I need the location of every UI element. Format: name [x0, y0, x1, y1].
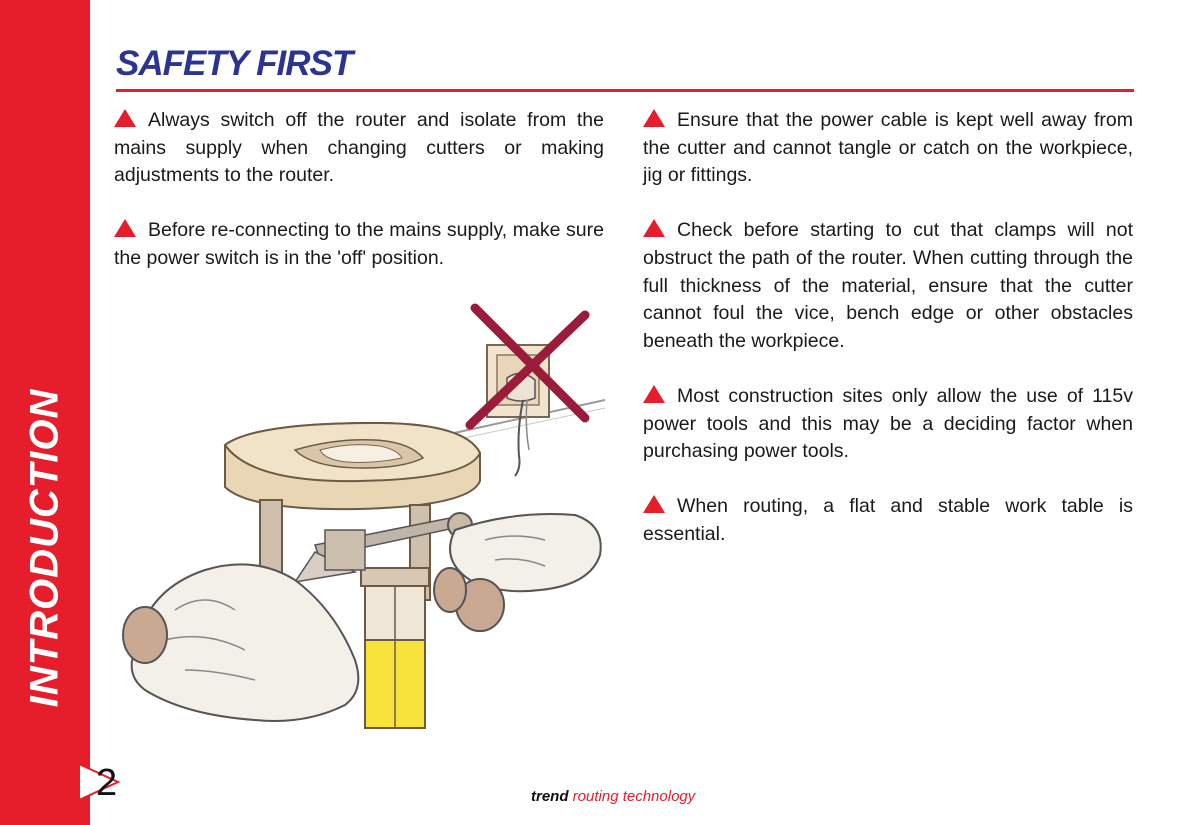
warning-triangle-icon	[643, 219, 665, 237]
router-illustration	[115, 290, 615, 750]
right-column	[643, 107, 1133, 576]
page-title: SAFETY FIRST	[116, 44, 353, 83]
page-number: 2	[96, 762, 118, 804]
left-column	[114, 107, 604, 300]
safety-item: Before re-connecting to the mains supply, make sure the power switch is in the 'off' position.	[114, 219, 604, 269]
page-number-marker	[78, 762, 128, 804]
router-base-illustration	[225, 423, 480, 509]
safety-item: Ensure that the power cable is kept well away from the cutter and cannot tangle or catch on the workpiece, jig or fittings.	[643, 109, 1133, 187]
safety-item: Most construction sites only allow the use of 115v power tools and this may be a deciding factor when purchasing power tools.	[643, 384, 1133, 463]
footer-tagline: routing technology	[572, 788, 696, 805]
section-label: INTRODUCTION	[22, 388, 67, 708]
safety-item: Always switch off the router and isolate from the mains supply when changing cutters or making adjustments to the router.	[114, 109, 604, 187]
sidebar	[0, 0, 90, 825]
warning-triangle-icon	[643, 109, 665, 127]
safety-item: Check before starting to cut that clamps will not obstruct the path of the router. When cutting through the full thickness of the material, ensure that the cutter cannot foul the vice, bench edge or other obstacles beneath the workpiece.	[643, 219, 1133, 352]
warning-triangle-icon	[114, 109, 136, 127]
footer	[531, 788, 695, 805]
warning-triangle-icon	[643, 495, 665, 513]
warning-triangle-icon	[643, 385, 665, 403]
router-motor-illustration	[361, 568, 429, 728]
warning-triangle-icon	[114, 219, 136, 237]
title-divider	[116, 89, 1134, 92]
footer-brand: trend	[531, 788, 569, 805]
safety-item: When routing, a flat and stable work table is essential.	[643, 495, 1133, 545]
